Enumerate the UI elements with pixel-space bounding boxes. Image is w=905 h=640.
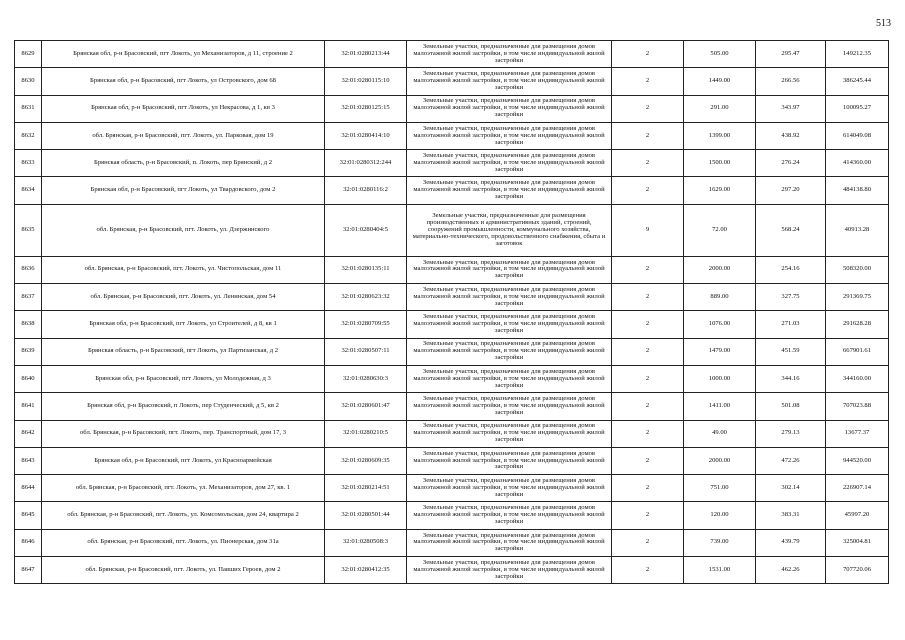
cadastral-value-cell: 344160.00 (826, 365, 889, 392)
row-number: 8635 (15, 204, 42, 256)
row-number: 8641 (15, 393, 42, 420)
cadastral-number-cell: 32:01:0280125:15 (325, 95, 407, 122)
land-purpose-cell: Земельные участки, предназначенные для размещения домов малоэтажной жилой застройки, в том числе индивидуальной жилой застройки (407, 256, 612, 283)
table-body (15, 41, 889, 584)
cadastral-number-cell: 32:01:0280414:10 (325, 122, 407, 149)
land-purpose-cell: Земельные участки, предназначенные для размещения домов малоэтажной жилой застройки, в том числе индивидуальной жилой застройки (407, 311, 612, 338)
cadastral-value-cell: 707023.88 (826, 393, 889, 420)
area-cell: 49.00 (684, 420, 756, 447)
specific-value-cell: 501.08 (756, 393, 826, 420)
area-cell: 1449.00 (684, 68, 756, 95)
table-row (15, 68, 889, 95)
cadastral-value-cell: 707720.06 (826, 557, 889, 584)
cadastral-value-cell: 944520.00 (826, 447, 889, 474)
cadastral-number-cell: 32:01:0280214:51 (325, 475, 407, 502)
table-row (15, 122, 889, 149)
land-purpose-cell: Земельные участки, предназначенные для размещения домов малоэтажной жилой застройки, в том числе индивидуальной жилой застройки (407, 393, 612, 420)
land-purpose-cell: Земельные участки, предназначенные для размещения домов малоэтажной жилой застройки, в том числе индивидуальной жилой застройки (407, 177, 612, 204)
cadastral-number-cell: 32:01:0280623:32 (325, 284, 407, 311)
specific-value-cell: 327.75 (756, 284, 826, 311)
table-row (15, 557, 889, 584)
area-cell: 1479.00 (684, 338, 756, 365)
specific-value-cell: 439.79 (756, 529, 826, 556)
group-cell: 2 (612, 365, 684, 392)
cadastral-value-cell: 614049.08 (826, 122, 889, 149)
cadastral-value-cell: 149212.35 (826, 41, 889, 68)
cadastral-number-cell: 32:01:0280312:244 (325, 150, 407, 177)
group-cell: 2 (612, 256, 684, 283)
cadastral-number-cell: 32:01:0280116:2 (325, 177, 407, 204)
address-cell: Брянская обл, р-н Брасовский, пгт Локоть, ул Механизаторов, д 11, строение 2 (42, 41, 325, 68)
land-purpose-cell: Земельные участки, предназначенные для размещения домов малоэтажной жилой застройки, в том числе индивидуальной жилой застройки (407, 420, 612, 447)
group-cell: 2 (612, 557, 684, 584)
address-cell: обл. Брянская, р-н Брасовский, пгт. Локоть, ул. Пионерская, дом 31а (42, 529, 325, 556)
area-cell: 889.00 (684, 284, 756, 311)
row-number: 8631 (15, 95, 42, 122)
land-purpose-cell: Земельные участки, предназначенные для размещения домов малоэтажной жилой застройки, в том числе индивидуальной жилой застройки (407, 41, 612, 68)
specific-value-cell: 302.14 (756, 475, 826, 502)
land-purpose-cell: Земельные участки, предназначенные для размещения домов малоэтажной жилой застройки, в том числе индивидуальной жилой застройки (407, 447, 612, 474)
land-purpose-cell: Земельные участки, предназначенные для размещения домов малоэтажной жилой застройки, в том числе индивидуальной жилой застройки (407, 557, 612, 584)
specific-value-cell: 297.20 (756, 177, 826, 204)
address-cell: обл. Брянская, р-н Брасовский, пгт. Локоть, ул. Механизаторов, дом 27, кв. 1 (42, 475, 325, 502)
row-number: 8646 (15, 529, 42, 556)
table-row (15, 150, 889, 177)
row-number: 8632 (15, 122, 42, 149)
specific-value-cell: 295.47 (756, 41, 826, 68)
specific-value-cell: 383.31 (756, 502, 826, 529)
table-row (15, 95, 889, 122)
specific-value-cell: 451.59 (756, 338, 826, 365)
land-purpose-cell: Земельные участки, предназначенные для размещения домов малоэтажной жилой застройки, в том числе индивидуальной жилой застройки (407, 502, 612, 529)
area-cell: 2000.00 (684, 447, 756, 474)
address-cell: обл. Брянская, р-н Брасовский, пгт. Локоть, ул. Ленинская, дом 54 (42, 284, 325, 311)
row-number: 8638 (15, 311, 42, 338)
cadastral-number-cell: 32:01:0280508:3 (325, 529, 407, 556)
group-cell: 2 (612, 338, 684, 365)
row-number: 8636 (15, 256, 42, 283)
group-cell: 2 (612, 122, 684, 149)
address-cell: Брянская обл, р-н Брасовский, п Локоть, пер Студенческий, д 5, кв 2 (42, 393, 325, 420)
area-cell: 1000.00 (684, 365, 756, 392)
cadastral-value-cell: 45997.20 (826, 502, 889, 529)
address-cell: Брянская область, р-н Брасовский, п. Локоть, пер Брянский, д 2 (42, 150, 325, 177)
land-purpose-cell: Земельные участки, предназначенные для размещения домов малоэтажной жилой застройки, в том числе индивидуальной жилой застройки (407, 284, 612, 311)
group-cell: 2 (612, 95, 684, 122)
address-cell: обл. Брянская, р-н Брасовский, пгт. Локоть, ул. Комсомольская, дом 24, квартира 2 (42, 502, 325, 529)
page-number: 513 (876, 18, 891, 29)
cadastral-value-cell: 325004.81 (826, 529, 889, 556)
group-cell: 2 (612, 68, 684, 95)
table-row (15, 204, 889, 256)
cadastral-value-cell: 13677.37 (826, 420, 889, 447)
row-number: 8642 (15, 420, 42, 447)
table-row (15, 529, 889, 556)
land-purpose-cell: Земельные участки, предназначенные для размещения домов малоэтажной жилой застройки, в том числе индивидуальной жилой застройки (407, 365, 612, 392)
land-purpose-cell: Земельные участки, предназначенные для размещения домов малоэтажной жилой застройки, в том числе индивидуальной жилой застройки (407, 338, 612, 365)
area-cell: 2000.00 (684, 256, 756, 283)
group-cell: 2 (612, 311, 684, 338)
group-cell: 2 (612, 420, 684, 447)
row-number: 8643 (15, 447, 42, 474)
area-cell: 751.00 (684, 475, 756, 502)
address-cell: обл. Брянская, р-н Брасовский, пгт. Локоть, ул. Дзержинского (42, 204, 325, 256)
specific-value-cell: 279.13 (756, 420, 826, 447)
address-cell: обл. Брянская, р-н Брасовский, пгт. Локоть, ул. Парковая, дом 19 (42, 122, 325, 149)
table-row (15, 284, 889, 311)
group-cell: 2 (612, 150, 684, 177)
land-purpose-cell: Земельные участки, предназначенные для размещения домов малоэтажной жилой застройки, в том числе индивидуальной жилой застройки (407, 68, 612, 95)
specific-value-cell: 271.03 (756, 311, 826, 338)
specific-value-cell: 266.56 (756, 68, 826, 95)
land-purpose-cell: Земельные участки, предназначенные для размещения домов малоэтажной жилой застройки, в том числе индивидуальной жилой застройки (407, 529, 612, 556)
cadastral-number-cell: 32:01:0280630:3 (325, 365, 407, 392)
group-cell: 2 (612, 393, 684, 420)
cadastral-value-cell: 291628.28 (826, 311, 889, 338)
land-purpose-cell: Земельные участки, предназначенные для размещения домов малоэтажной жилой застройки, в том числе индивидуальной жилой застройки (407, 122, 612, 149)
address-cell: обл. Брянская, р-н Брасовский, пгт. Локоть, пер. Транспортный, дом 17, 3 (42, 420, 325, 447)
group-cell: 2 (612, 284, 684, 311)
address-cell: Брянская обл, р-н Брасовский, пгт Локоть, ул Островского, дом 68 (42, 68, 325, 95)
group-cell: 2 (612, 177, 684, 204)
row-number: 8630 (15, 68, 42, 95)
row-number: 8633 (15, 150, 42, 177)
table-row (15, 502, 889, 529)
address-cell: Брянская обл, р-н Брасовский, пгт Локоть, ул Некрасова, д 1, кв 3 (42, 95, 325, 122)
table-row (15, 256, 889, 283)
area-cell: 291.00 (684, 95, 756, 122)
specific-value-cell: 472.26 (756, 447, 826, 474)
land-purpose-cell: Земельные участки, предназначенные для размещения домов малоэтажной жилой застройки, в том числе индивидуальной жилой застройки (407, 95, 612, 122)
land-purpose-cell: Земельные участки, предназначенные для размещения домов малоэтажной жилой застройки, в том числе индивидуальной жилой застройки (407, 475, 612, 502)
cadastral-value-cell: 484138.80 (826, 177, 889, 204)
area-cell: 1411.00 (684, 393, 756, 420)
table-row (15, 338, 889, 365)
area-cell: 1076.00 (684, 311, 756, 338)
area-cell: 72.00 (684, 204, 756, 256)
land-purpose-cell: Земельные участки, предназначенные для размещения производственных и административных зданий, строений, сооружений промышленности, коммунального хозяйства, материально-технического, продовольственного снабжения, сбыта и заготовок (407, 204, 612, 256)
row-number: 8629 (15, 41, 42, 68)
group-cell: 9 (612, 204, 684, 256)
address-cell: обл. Брянская, р-н Брасовский, пгт. Локоть, ул. Павших Героев, дом 2 (42, 557, 325, 584)
specific-value-cell: 254.16 (756, 256, 826, 283)
address-cell: Брянская обл, р-н Брасовский, пгт Локоть, ул Молодежная, д 3 (42, 365, 325, 392)
address-cell: Брянская обл, р-н Брасовский, пгт Локоть, ул Строителей, д 8, кв 1 (42, 311, 325, 338)
group-cell: 2 (612, 41, 684, 68)
cadastral-value-cell: 40913.28 (826, 204, 889, 256)
cadastral-number-cell: 32:01:0280709:55 (325, 311, 407, 338)
address-cell: обл. Брянская, р-н Брасовский, пгт. Локоть, ул. Чистопольская, дом 11 (42, 256, 325, 283)
cadastral-number-cell: 32:01:0280135:11 (325, 256, 407, 283)
table-row (15, 420, 889, 447)
table-row (15, 177, 889, 204)
cadastral-number-cell: 32:01:0280210:5 (325, 420, 407, 447)
cadastral-number-cell: 32:01:0280601:47 (325, 393, 407, 420)
area-cell: 1629.00 (684, 177, 756, 204)
table-row (15, 311, 889, 338)
area-cell: 120.00 (684, 502, 756, 529)
cadastral-value-cell: 508320.00 (826, 256, 889, 283)
cadastral-value-cell: 100095.27 (826, 95, 889, 122)
row-number: 8637 (15, 284, 42, 311)
table-row (15, 365, 889, 392)
cadastral-value-cell: 414360.00 (826, 150, 889, 177)
table-row (15, 393, 889, 420)
area-cell: 505.00 (684, 41, 756, 68)
specific-value-cell: 462.26 (756, 557, 826, 584)
row-number: 8644 (15, 475, 42, 502)
row-number: 8647 (15, 557, 42, 584)
cadastral-number-cell: 32:01:0280412:35 (325, 557, 407, 584)
address-cell: Брянская обл, р-н Брасовский, пгт Локоть, ул Твардовского, дом 2 (42, 177, 325, 204)
specific-value-cell: 344.16 (756, 365, 826, 392)
area-cell: 739.00 (684, 529, 756, 556)
specific-value-cell: 343.97 (756, 95, 826, 122)
specific-value-cell: 438.92 (756, 122, 826, 149)
area-cell: 1399.00 (684, 122, 756, 149)
area-cell: 1531.00 (684, 557, 756, 584)
specific-value-cell: 276.24 (756, 150, 826, 177)
group-cell: 2 (612, 475, 684, 502)
cadastral-value-table (14, 40, 889, 584)
cadastral-value-cell: 386245.44 (826, 68, 889, 95)
group-cell: 2 (612, 447, 684, 474)
land-purpose-cell: Земельные участки, предназначенные для размещения домов малоэтажной жилой застройки, в том числе индивидуальной жилой застройки (407, 150, 612, 177)
cadastral-number-cell: 32:01:0280501:44 (325, 502, 407, 529)
cadastral-number-cell: 32:01:0280507:11 (325, 338, 407, 365)
row-number: 8645 (15, 502, 42, 529)
cadastral-value-cell: 291369.75 (826, 284, 889, 311)
area-cell: 1500.00 (684, 150, 756, 177)
cadastral-number-cell: 32:01:0280404:5 (325, 204, 407, 256)
specific-value-cell: 568.24 (756, 204, 826, 256)
cadastral-value-cell: 667901.61 (826, 338, 889, 365)
cadastral-number-cell: 32:01:0280609:35 (325, 447, 407, 474)
table-row (15, 447, 889, 474)
row-number: 8640 (15, 365, 42, 392)
group-cell: 2 (612, 529, 684, 556)
table-row (15, 475, 889, 502)
row-number: 8639 (15, 338, 42, 365)
cadastral-number-cell: 32:01:0280115:10 (325, 68, 407, 95)
group-cell: 2 (612, 502, 684, 529)
address-cell: Брянская область, р-н Брасовский, пгт Локоть, ул Партизанская, д 2 (42, 338, 325, 365)
row-number: 8634 (15, 177, 42, 204)
address-cell: Брянская обл, р-н Брасовский, пгт Локоть, ул Красноармейская (42, 447, 325, 474)
table-row (15, 41, 889, 68)
cadastral-number-cell: 32:01:0280213:44 (325, 41, 407, 68)
cadastral-value-cell: 226907.14 (826, 475, 889, 502)
